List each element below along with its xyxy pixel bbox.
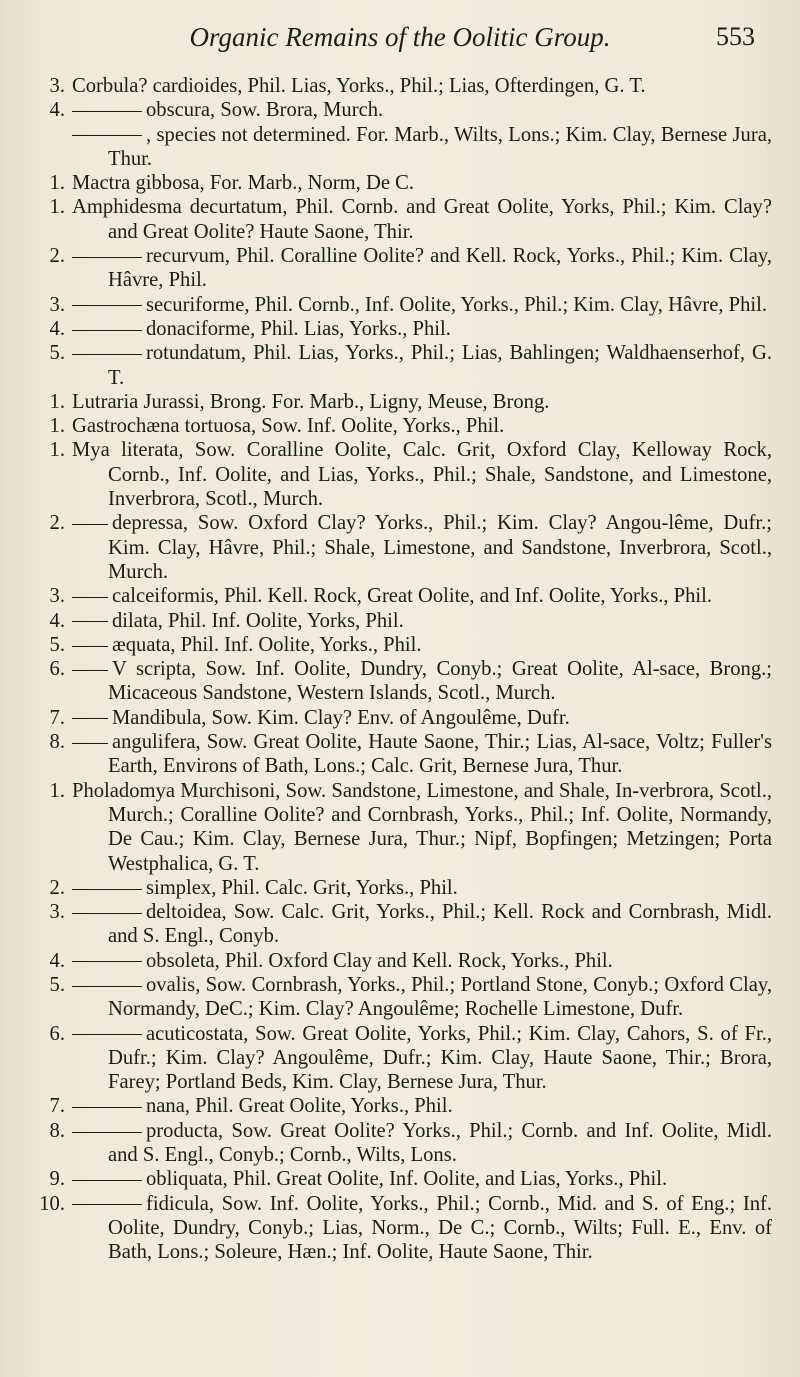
entry-text: [72, 511, 772, 584]
entry-body: simplex, Phil. Calc. Grit, Yorks., Phil.: [146, 876, 458, 899]
list-item: [0, 98, 800, 122]
list-item: [0, 1167, 800, 1191]
list-item: [0, 730, 800, 779]
entry-text: [72, 414, 772, 438]
ditto-dash: [72, 524, 108, 525]
list-item: [0, 293, 800, 317]
entry-body: Corbula? cardioides, Phil. Lias, Yorks., Phil.; Lias, Ofterdingen, G. T.: [72, 75, 646, 97]
entry-number: 5.: [49, 973, 65, 996]
ditto-dash: [72, 961, 142, 962]
entry-text: [72, 1119, 772, 1168]
entry-number: 2.: [49, 245, 65, 268]
list-item: [0, 973, 800, 1022]
ditto-dash: [72, 597, 108, 598]
entry-body: Mandibula, Sow. Kim. Clay? Env. of Angoulême, Dufr.: [112, 706, 570, 729]
entry-text: [72, 244, 772, 293]
entry-body: Mya literata, Sow. Coralline Oolite, Calc. Grit, Oxford Clay, Kelloway Rock, Cornb., Inf. Oolite, and Lias, Yorks., Phil.; Shale, Sandstone, and Limestone, Inverbrora, Scotl., Murch.: [72, 439, 772, 511]
entry-body: acuticostata, Sow. Great Oolite, Yorks, Phil.; Kim. Clay, Cahors, S. of Fr., Dufr.; Kim. Clay? Angoulême, Dufr.; Kim. Clay, Haute Saone, Thir.; Brora, Farey; Portland Beds, Kim. Clay, Bernese Jura, Thur.: [108, 1022, 772, 1094]
ditto-dash: [72, 330, 142, 331]
entry-text: [72, 584, 772, 608]
list-item: [0, 779, 800, 876]
page-number: 553: [716, 22, 755, 51]
list-item: [0, 609, 800, 633]
entry-body: fidicula, Sow. Inf. Oolite, Yorks., Phil.; Cornb., Mid. and S. of Eng.; Inf. Oolite, Dundry, Conyb.; Lias, Norm., De C.; Cornb., Wilts; Full. E., Env. of Bath, Lons.; Soleure, Hæn.; Inf. Oolite, Haute Saone, Thir.: [108, 1192, 772, 1264]
entry-body: , species not determined. For. Marb., Wilts, Lons.; Kim. Clay, Bernese Jura, Thur.: [108, 123, 772, 170]
entry-body: producta, Sow. Great Oolite? Yorks., Phil.; Cornb. and Inf. Oolite, Midl. and S. Engl., Conyb.; Cornb., Wilts, Lons.: [108, 1119, 772, 1167]
entry-number: 4.: [49, 317, 65, 340]
ditto-dash: [72, 111, 142, 112]
entry-number: 3.: [49, 901, 65, 924]
list-item: [0, 244, 800, 293]
entry-number: 1.: [49, 390, 65, 413]
list-item: [0, 390, 800, 414]
entry-body: dilata, Phil. Inf. Oolite, Yorks, Phil.: [112, 609, 404, 632]
list-item: [0, 123, 800, 172]
ditto-dash: [72, 670, 108, 671]
entry-body: obsoleta, Phil. Oxford Clay and Kell. Rock, Yorks., Phil.: [146, 949, 613, 972]
entry-number: 3.: [49, 293, 65, 316]
entry-text: [72, 341, 772, 390]
list-item: [0, 171, 800, 195]
entry-text: [72, 438, 772, 511]
ditto-dash: [72, 305, 142, 306]
list-item: [0, 511, 800, 584]
ditto-dash: [72, 889, 142, 890]
entry-number: 2.: [49, 876, 65, 899]
entry-body: Lutraria Jurassi, Brong. For. Marb., Ligny, Meuse, Brong.: [72, 390, 550, 413]
entry-text: [72, 876, 772, 900]
entry-text: [72, 1167, 772, 1191]
entry-number: 1.: [49, 172, 65, 195]
list-item: [0, 1022, 800, 1095]
ditto-dash: [72, 1132, 142, 1133]
entry-number: 10.: [39, 1192, 65, 1215]
list-item: [0, 900, 800, 949]
entry-text: [72, 973, 772, 1022]
entry-body: donaciforme, Phil. Lias, Yorks., Phil.: [146, 317, 451, 340]
entry-text: [72, 657, 772, 706]
entry-body: recurvum, Phil. Coralline Oolite? and Kell. Rock, Yorks., Phil.; Kim. Clay, Hâvre, Phil.: [108, 245, 772, 292]
entry-text: [72, 390, 772, 414]
list-item: [0, 949, 800, 973]
entry-text: [72, 171, 772, 195]
entry-number: 6.: [49, 658, 65, 681]
ditto-dash: [72, 621, 108, 622]
entry-body: angulifera, Sow. Great Oolite, Haute Saone, Thir.; Lias, Al-sace, Voltz; Fuller's Earth, Environs of Bath, Lons.; Calc. Grit, Bernese Jura, Thur.: [108, 731, 772, 778]
entry-text: [72, 1192, 772, 1265]
entry-number: 5.: [49, 342, 65, 365]
list-item: [0, 341, 800, 390]
entry-number: 1.: [49, 779, 65, 802]
entry-number: 6.: [49, 1022, 65, 1045]
entry-body: Amphidesma decurtatum, Phil. Cornb. and Great Oolite, Yorks, Phil.; Kim. Clay? and Great Oolite? Haute Saone, Thir.: [72, 196, 772, 243]
entry-number: 8.: [49, 1119, 65, 1142]
entry-text: [72, 706, 772, 730]
list-item: [0, 317, 800, 341]
ditto-dash: [72, 1180, 142, 1181]
entry-text: [72, 779, 772, 876]
entry-text: [72, 74, 772, 98]
list-item: [0, 876, 800, 900]
ditto-dash: [72, 257, 142, 258]
running-title: Organic Remains of the Oolitic Group.: [189, 22, 611, 52]
entry-body: deltoidea, Sow. Calc. Grit, Yorks., Phil.; Kell. Rock and Cornbrash, Midl. and S. Engl., Conyb.: [108, 901, 772, 948]
entry-body: obscura, Sow. Brora, Murch.: [146, 99, 384, 122]
entry-text: [72, 949, 772, 973]
entry-number: 3.: [49, 75, 65, 97]
ditto-dash: [72, 1034, 142, 1035]
entry-text: [72, 1022, 772, 1095]
ditto-dash: [72, 646, 108, 647]
entry-text: [72, 317, 772, 341]
entry-text: [72, 195, 772, 244]
entry-text: [72, 730, 772, 779]
entry-number: 9.: [49, 1168, 65, 1191]
entry-body: nana, Phil. Great Oolite, Yorks., Phil.: [146, 1095, 453, 1118]
entry-text: [72, 609, 772, 633]
ditto-dash: [72, 354, 142, 355]
entry-body: Mactra gibbosa, For. Marb., Norm, De C.: [72, 172, 415, 195]
ditto-dash: [72, 1107, 142, 1108]
entry-body: Gastrochæna tortuosa, Sow. Inf. Oolite, Yorks., Phil.: [72, 415, 505, 438]
entry-number: 8.: [49, 731, 65, 754]
species-list: [0, 74, 800, 1265]
page-header: [0, 22, 800, 62]
entry-text: [72, 293, 772, 317]
list-item: [0, 657, 800, 706]
entry-number: 4.: [49, 949, 65, 972]
list-item: [0, 706, 800, 730]
entry-number: 7.: [49, 1095, 65, 1118]
entry-number: 4.: [49, 99, 65, 122]
entry-number: 4.: [49, 609, 65, 632]
entry-text: [72, 633, 772, 657]
list-item: [0, 438, 800, 511]
entry-text: [72, 900, 772, 949]
entry-text: [72, 98, 772, 122]
entry-text: [72, 1094, 772, 1118]
entry-body: ovalis, Sow. Cornbrash, Yorks., Phil.; Portland Stone, Conyb.; Oxford Clay, Normandy, DeC.; Kim. Clay? Angoulême; Rochelle Limestone, Dufr.: [108, 973, 772, 1021]
entry-number: 3.: [49, 585, 65, 608]
list-item: [0, 414, 800, 438]
entry-body: V scripta, Sow. Inf. Oolite, Dundry, Conyb.; Great Oolite, Al-sace, Brong.; Micaceous Sandstone, Western Islands, Scotl., Murch.: [108, 658, 772, 705]
ditto-dash: [72, 718, 108, 719]
ditto-dash: [72, 135, 142, 136]
list-item: [0, 584, 800, 608]
ditto-dash: [72, 743, 108, 744]
list-item: [0, 1119, 800, 1168]
ditto-dash: [72, 913, 142, 914]
entry-text: [72, 123, 772, 172]
list-item: [0, 633, 800, 657]
entry-number: 1.: [49, 439, 65, 462]
list-item: [0, 74, 800, 98]
entry-number: 7.: [49, 706, 65, 729]
entry-body: calceiformis, Phil. Kell. Rock, Great Oolite, and Inf. Oolite, Yorks., Phil.: [112, 585, 712, 608]
entry-number: 1.: [49, 415, 65, 438]
list-item: [0, 1094, 800, 1118]
entry-number: 1.: [49, 196, 65, 219]
ditto-dash: [72, 1204, 142, 1205]
entry-body: Pholadomya Murchisoni, Sow. Sandstone, Limestone, and Shale, In-verbrora, Scotl., Murch.; Coralline Oolite? and Cornbrash, Yorks., Phil.; Inf. Oolite, Normandy, De Cau.; Kim. Clay, Bernese Jura, Thur.; Nipf, Bopfingen; Metzingen; Porta Westphalica, G. T.: [72, 779, 772, 875]
entry-body: rotundatum, Phil. Lias, Yorks., Phil.; Lias, Bahlingen; Waldhaenserhof, G. T.: [108, 342, 772, 389]
entry-body: obliquata, Phil. Great Oolite, Inf. Oolite, and Lias, Yorks., Phil.: [146, 1168, 668, 1191]
entry-body: depressa, Sow. Oxford Clay? Yorks., Phil.; Kim. Clay? Angou-lême, Dufr.; Kim. Clay, Hâvre, Phil.; Shale, Limestone, and Sandstone, Inverbrora, Scotl., Murch.: [108, 512, 772, 583]
entry-body: securiforme, Phil. Cornb., Inf. Oolite, Yorks., Phil.; Kim. Clay, Hâvre, Phil.: [146, 293, 768, 316]
list-item: [0, 195, 800, 244]
entry-body: æquata, Phil. Inf. Oolite, Yorks., Phil.: [112, 633, 422, 656]
ditto-dash: [72, 986, 142, 987]
list-item: [0, 1192, 800, 1265]
entry-number: 2.: [49, 512, 65, 535]
entry-number: 5.: [49, 633, 65, 656]
